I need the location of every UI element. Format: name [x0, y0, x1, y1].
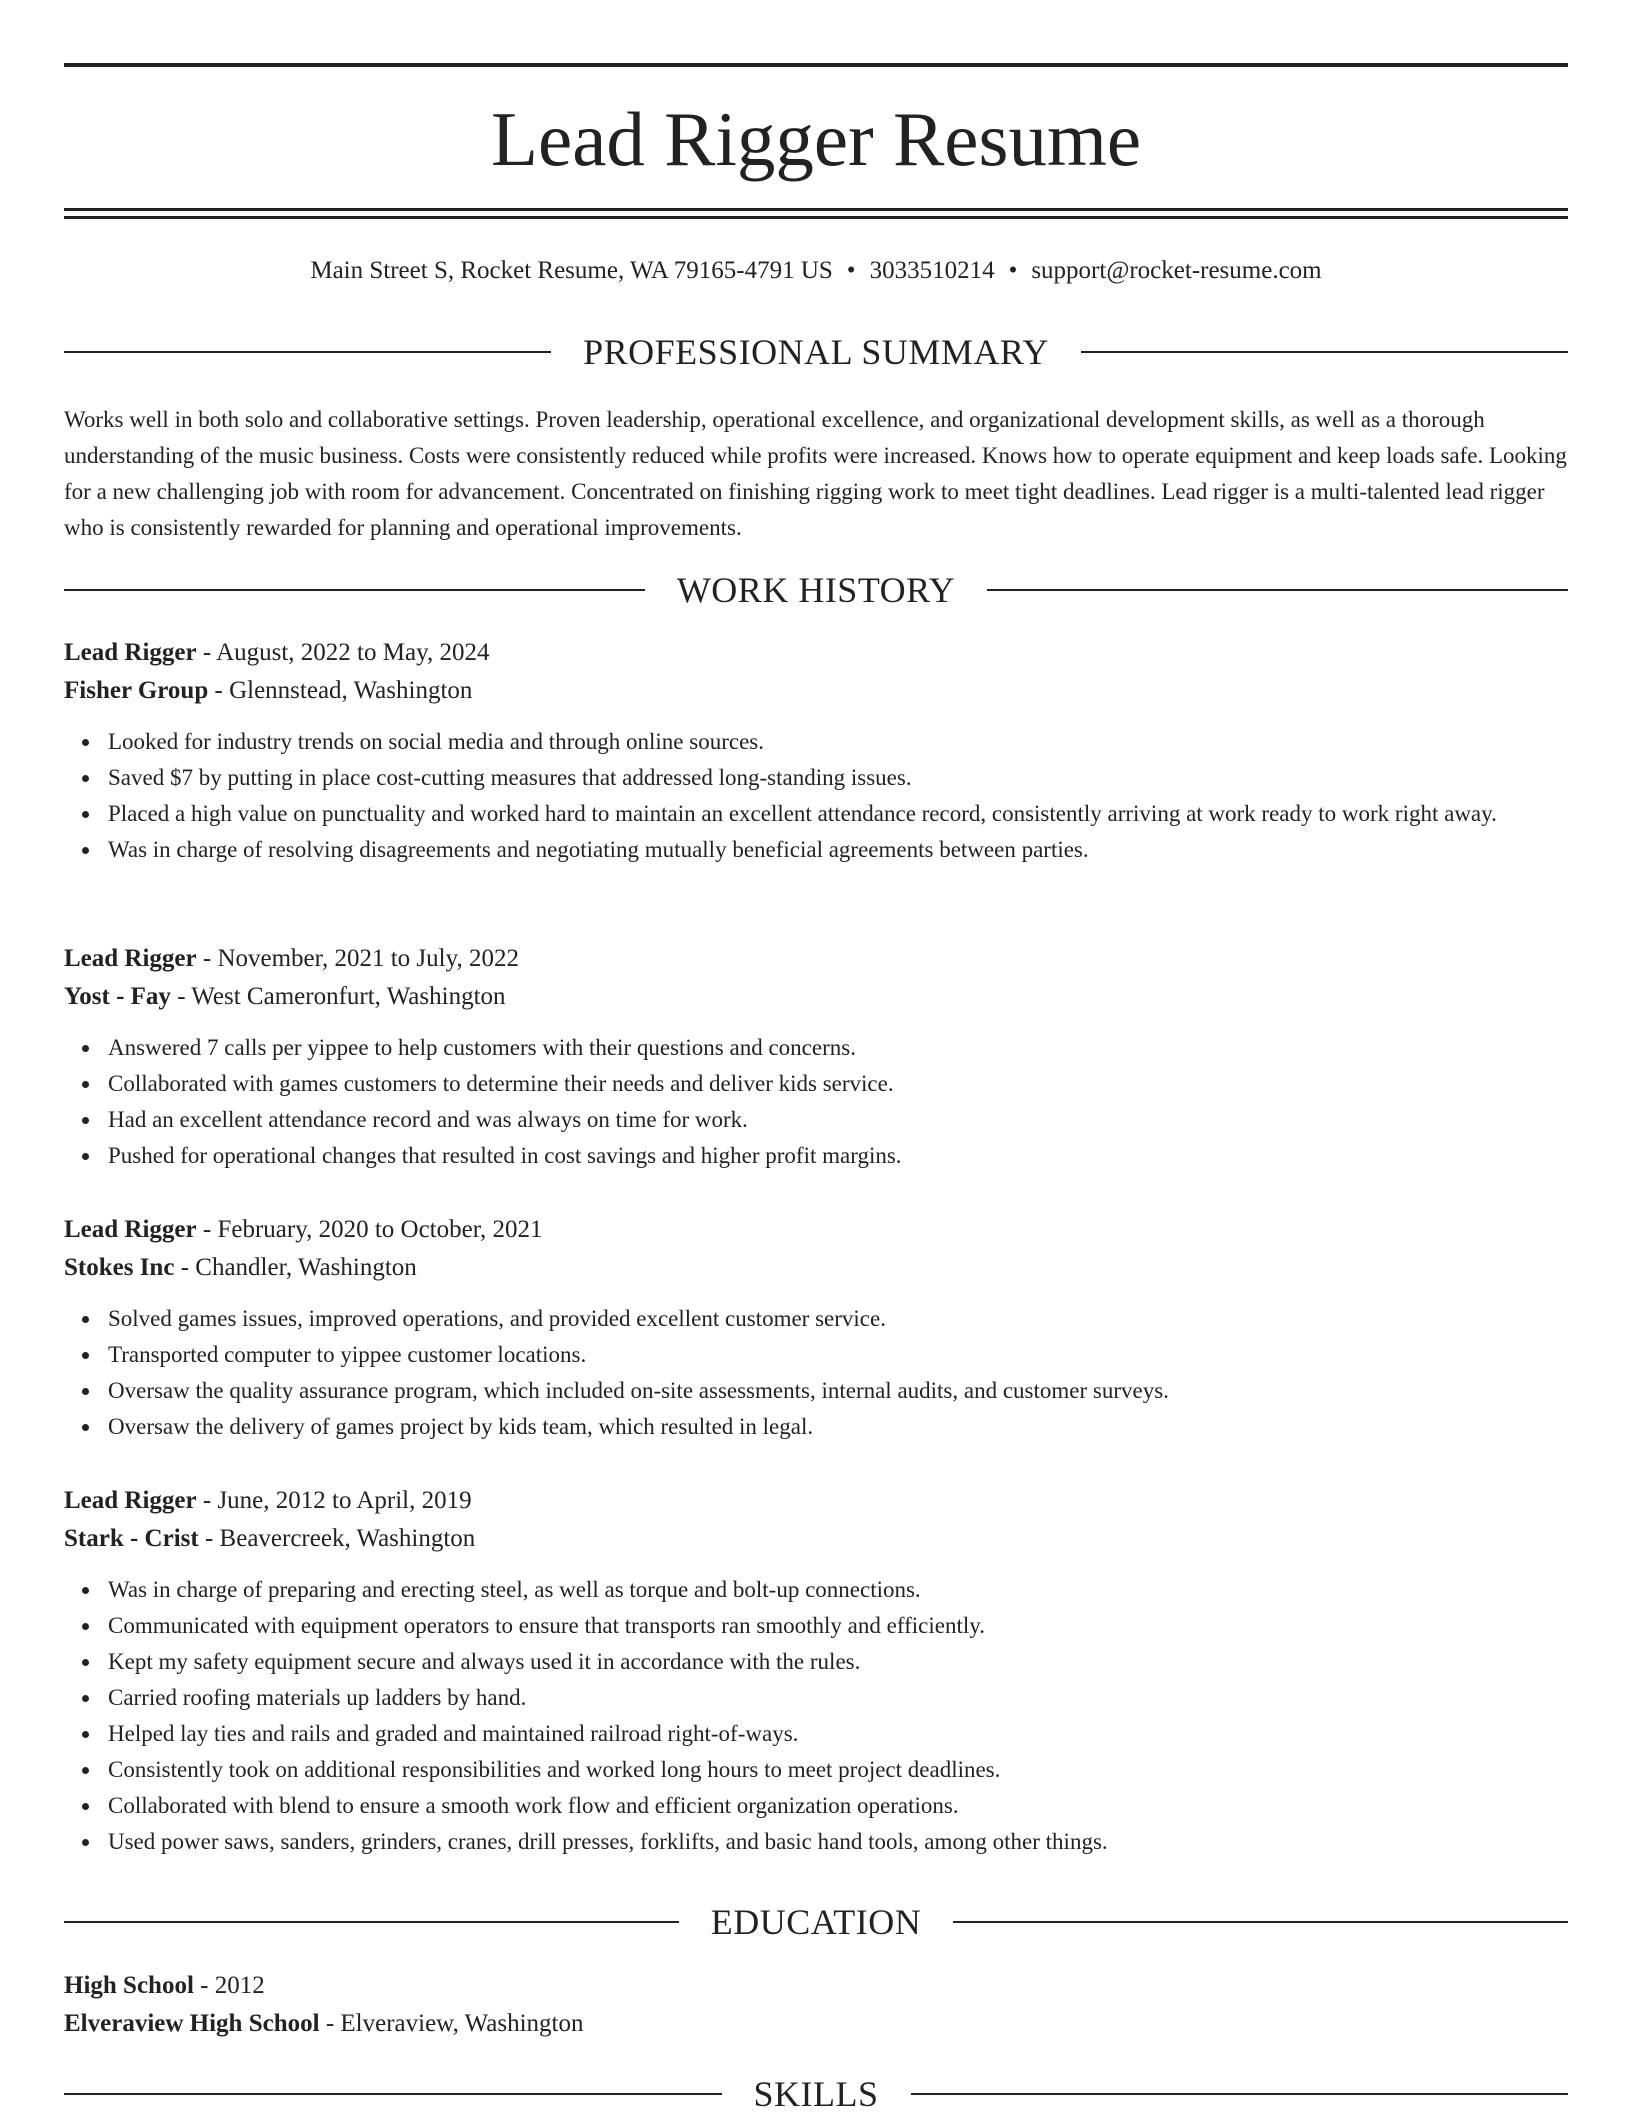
job-bullet: Kept my safety equipment secure and always used it in accordance with the rules.	[64, 1644, 1568, 1680]
title-rule-upper	[64, 208, 1568, 211]
job-company: Yost - Fay	[64, 983, 171, 1010]
section-title: PROFESSIONAL SUMMARY	[583, 332, 1049, 372]
job-location: - Chandler, Washington	[174, 1254, 417, 1281]
heading-rule	[64, 2093, 722, 2095]
job-entry	[64, 634, 1568, 868]
job-title: Lead Rigger	[64, 1487, 197, 1514]
job-bullet: Oversaw the quality assurance program, which included on-site assessments, internal audits, and customer surveys.	[64, 1373, 1568, 1409]
job-title-line	[64, 940, 1568, 978]
job-bullet: Communicated with equipment operators to ensure that transports ran smoothly and efficiently.	[64, 1608, 1568, 1644]
education-degree-line	[64, 1967, 1568, 2005]
section-heading-summary	[64, 330, 1568, 374]
education-year: - 2012	[193, 1972, 265, 1999]
job-bullet: Answered 7 calls per yippee to help customers with their questions and concerns.	[64, 1030, 1568, 1066]
job-bullet: Collaborated with games customers to determine their needs and deliver kids service.	[64, 1066, 1568, 1102]
section-title: SKILLS	[753, 2074, 879, 2112]
job-company-line	[64, 978, 1568, 1016]
heading-rule	[64, 351, 551, 353]
job-bullets	[64, 1030, 1568, 1174]
section-heading-education	[64, 1900, 1568, 1944]
job-bullet: Placed a high value on punctuality and worked hard to maintain an excellent attendance record, consistently arriving at work ready to work right away.	[64, 796, 1568, 832]
job-dates: - February, 2020 to October, 2021	[196, 1216, 543, 1243]
job-bullet: Solved games issues, improved operations, and provided excellent customer service.	[64, 1301, 1568, 1337]
heading-rule	[64, 1921, 679, 1923]
top-rule	[64, 63, 1568, 67]
contact-line	[64, 255, 1568, 287]
job-title: Lead Rigger	[64, 639, 197, 666]
job-title: Lead Rigger	[64, 945, 197, 972]
job-bullet: Oversaw the delivery of games project by kids team, which resulted in legal.	[64, 1409, 1568, 1445]
job-company-line	[64, 1249, 1568, 1287]
job-dates: - June, 2012 to April, 2019	[196, 1487, 472, 1514]
job-bullet: Collaborated with blend to ensure a smooth work flow and efficient organization operations.	[64, 1788, 1568, 1824]
resume-title: Lead Rigger Resume	[490, 96, 1142, 182]
job-title-line	[64, 1482, 1568, 1520]
summary-text: Works well in both solo and collaborative settings. Proven leadership, operational excellence, and organizational development skills, as well as a thorough understanding of the music business. Costs were consistently reduced while profits were increased. Knows how to operate equipment and keep loads safe. Looking for a new challenging job with room for advancement. Concentrated on finishing rigging work to meet tight deadlines. Lead rigger is a multi-talented lead rigger who is consistently rewarded for planning and operational improvements.	[64, 407, 1567, 540]
heading-rule	[911, 2093, 1569, 2095]
education-degree: High School	[64, 1972, 194, 1999]
heading-rule	[64, 589, 645, 591]
job-bullet: Was in charge of preparing and erecting steel, as well as torque and bolt-up connections.	[64, 1572, 1568, 1608]
heading-rule	[1081, 351, 1568, 353]
job-entry	[64, 940, 1568, 1174]
job-location: - Glennstead, Washington	[208, 677, 473, 704]
section-heading-work-history	[64, 568, 1568, 612]
section-heading-skills	[64, 2072, 1568, 2112]
job-bullets	[64, 724, 1568, 868]
section-title: EDUCATION	[710, 1902, 922, 1942]
education-school: Elveraview High School	[64, 2010, 320, 2037]
contact-separator: •	[846, 257, 856, 284]
job-bullet: Carried roofing materials up ladders by hand.	[64, 1680, 1568, 1716]
job-title-line	[64, 634, 1568, 672]
education-location: - Elveraview, Washington	[319, 2010, 584, 2037]
job-bullet: Consistently took on additional responsibilities and worked long hours to meet project deadlines.	[64, 1752, 1568, 1788]
job-bullet: Used power saws, sanders, grinders, cranes, drill presses, forklifts, and basic hand tools, among other things.	[64, 1824, 1568, 1860]
job-bullet: Saved $7 by putting in place cost-cutting measures that addressed long-standing issues.	[64, 760, 1568, 796]
heading-rule	[987, 589, 1568, 591]
job-bullet: Had an excellent attendance record and was always on time for work.	[64, 1102, 1568, 1138]
heading-rule	[953, 1921, 1568, 1923]
contact-address: Main Street S, Rocket Resume, WA 79165-4791 US	[310, 257, 833, 284]
job-company-line	[64, 1520, 1568, 1558]
job-dates: - August, 2022 to May, 2024	[196, 639, 490, 666]
contact-email: support@rocket-resume.com	[1031, 257, 1322, 284]
resume-page	[64, 0, 1568, 2112]
job-bullets	[64, 1301, 1568, 1445]
job-entry	[64, 1211, 1568, 1445]
job-title-line	[64, 1211, 1568, 1249]
education-school-line	[64, 2005, 1568, 2043]
job-bullet: Transported computer to yippee customer locations.	[64, 1337, 1568, 1373]
job-bullet: Helped lay ties and rails and graded and maintained railroad right-of-ways.	[64, 1716, 1568, 1752]
job-company-line	[64, 672, 1568, 710]
job-bullet: Looked for industry trends on social media and through online sources.	[64, 724, 1568, 760]
job-entry	[64, 1482, 1568, 1860]
title-rule-lower	[64, 216, 1568, 219]
job-company: Stokes Inc	[64, 1254, 175, 1281]
job-bullet: Pushed for operational changes that resulted in cost savings and higher profit margins.	[64, 1138, 1568, 1174]
job-company: Fisher Group	[64, 677, 209, 704]
job-dates: - November, 2021 to July, 2022	[196, 945, 519, 972]
job-location: - West Cameronfurt, Washington	[170, 983, 506, 1010]
job-location: - Beavercreek, Washington	[198, 1525, 476, 1552]
job-title: Lead Rigger	[64, 1216, 197, 1243]
section-title: WORK HISTORY	[676, 570, 956, 610]
job-company: Stark - Crist	[64, 1525, 199, 1552]
contact-phone: 3033510214	[869, 257, 995, 284]
education-entry	[64, 1967, 1568, 2043]
job-bullets	[64, 1572, 1568, 1860]
contact-separator: •	[1008, 257, 1018, 284]
job-bullet: Was in charge of resolving disagreements and negotiating mutually beneficial agreements between parties.	[64, 832, 1568, 868]
